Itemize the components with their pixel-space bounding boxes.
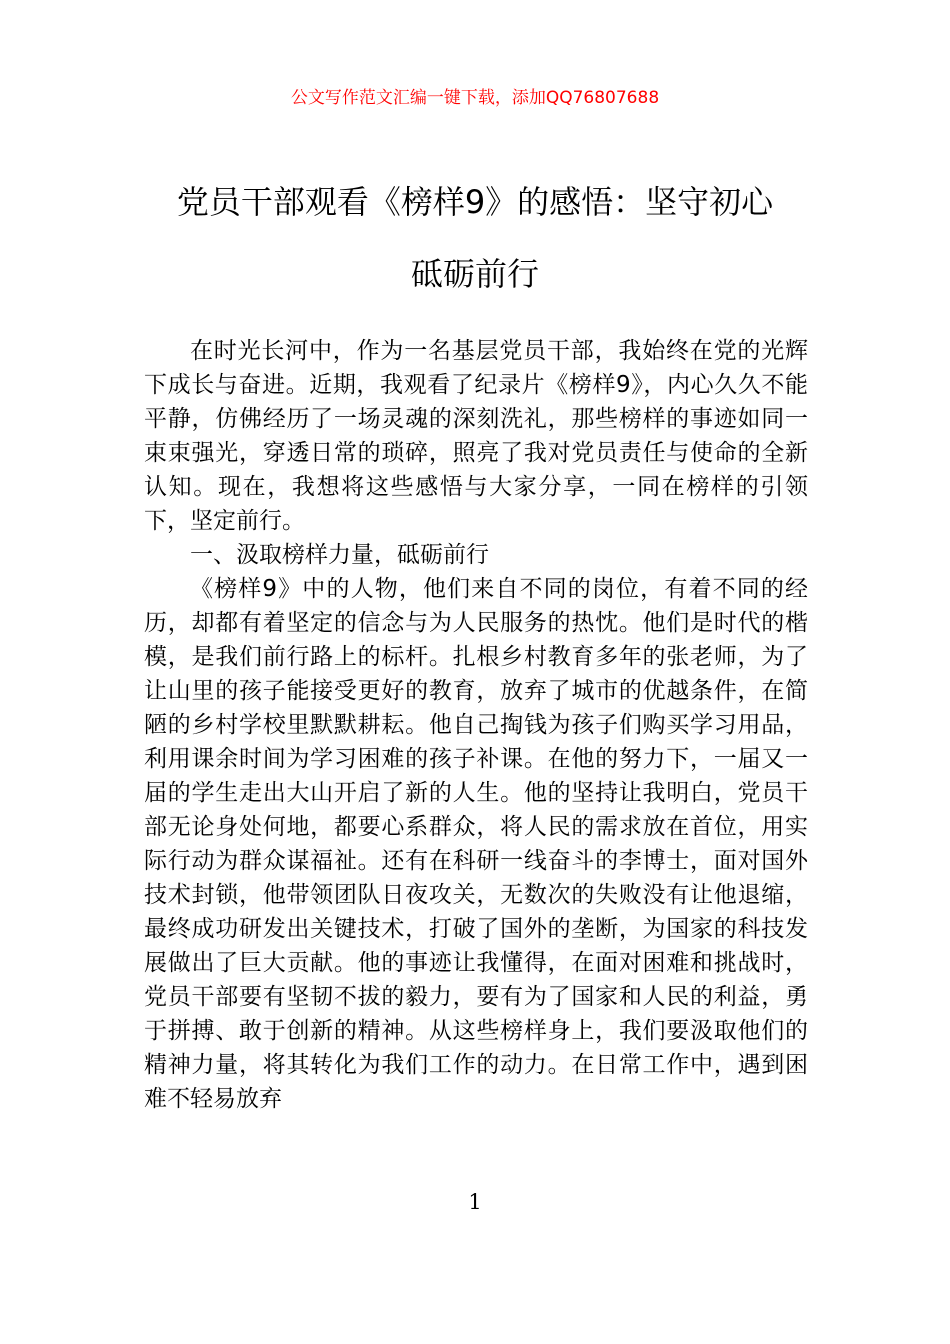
- paragraph-intro: 在时光长河中，作为一名基层党员干部，我始终在党的光辉下成长与奋进。近期，我观看了纪录片《榜样9》，内心久久不能平静，仿佛经历了一场灵魂的深刻洗礼，那些榜样的事迹如同一束束强光，穿透日常的琐碎，照亮了我对党员责任与使命的全新认知。现在，我想将这些感悟与大家分享，一同在榜样的引领下，坚定前行。: [144, 338, 808, 534]
- page-number: 1: [468, 1190, 482, 1214]
- title-line-2: 砥砺前行: [410, 255, 539, 293]
- paragraph-body: 《榜样9》中的人物，他们来自不同的岗位，有着不同的经历，却都有着坚定的信念与为人民服务的热忱。他们是时代的楷模，是我们前行路上的标杆。扎根乡村教育多年的张老师，为了让山里的孩子能接受更好的教育，放弃了城市的优越条件，在简陋的乡村学校里默默耕耘。他自己掏钱为孩子们购买学习用品，利用课余时间为学习困难的孩子补课。在他的努力下，一届又一届的学生走出大山开启了新的人生。他的坚持让我明白，党员干部无论身处何地，都要心系群众，将人民的需求放在首位，用实际行动为群众谋福祉。还有在科研一线奋斗的李博士，面对国外技术封锁，他带领团队日夜攻关，无数次的失败没有让他退缩，最终成功研发出关键技术，打破了国外的垄断，为国家的科技发展做出了巨大贡献。他的事迹让我懂得，在面对困难和挑战时，党员干部要有坚韧不拔的毅力，要有为了国家和人民的利益，勇于拼搏、敢于创新的精神。从这些榜样身上，我们要汲取他们的精神力量，将其转化为我们工作的动力。在日常工作中，遇到困难不轻易放弃: [144, 576, 808, 1112]
- document-body: [144, 334, 808, 1116]
- promo-header: 公文写作范文汇编一键下载，添加QQ76807688: [290, 88, 660, 108]
- document-title: [120, 166, 830, 310]
- title-line-1: 党员干部观看《榜样9》的感悟：坚守初心: [176, 183, 774, 221]
- section-heading: 一、汲取榜样力量，砥砺前行: [190, 542, 489, 568]
